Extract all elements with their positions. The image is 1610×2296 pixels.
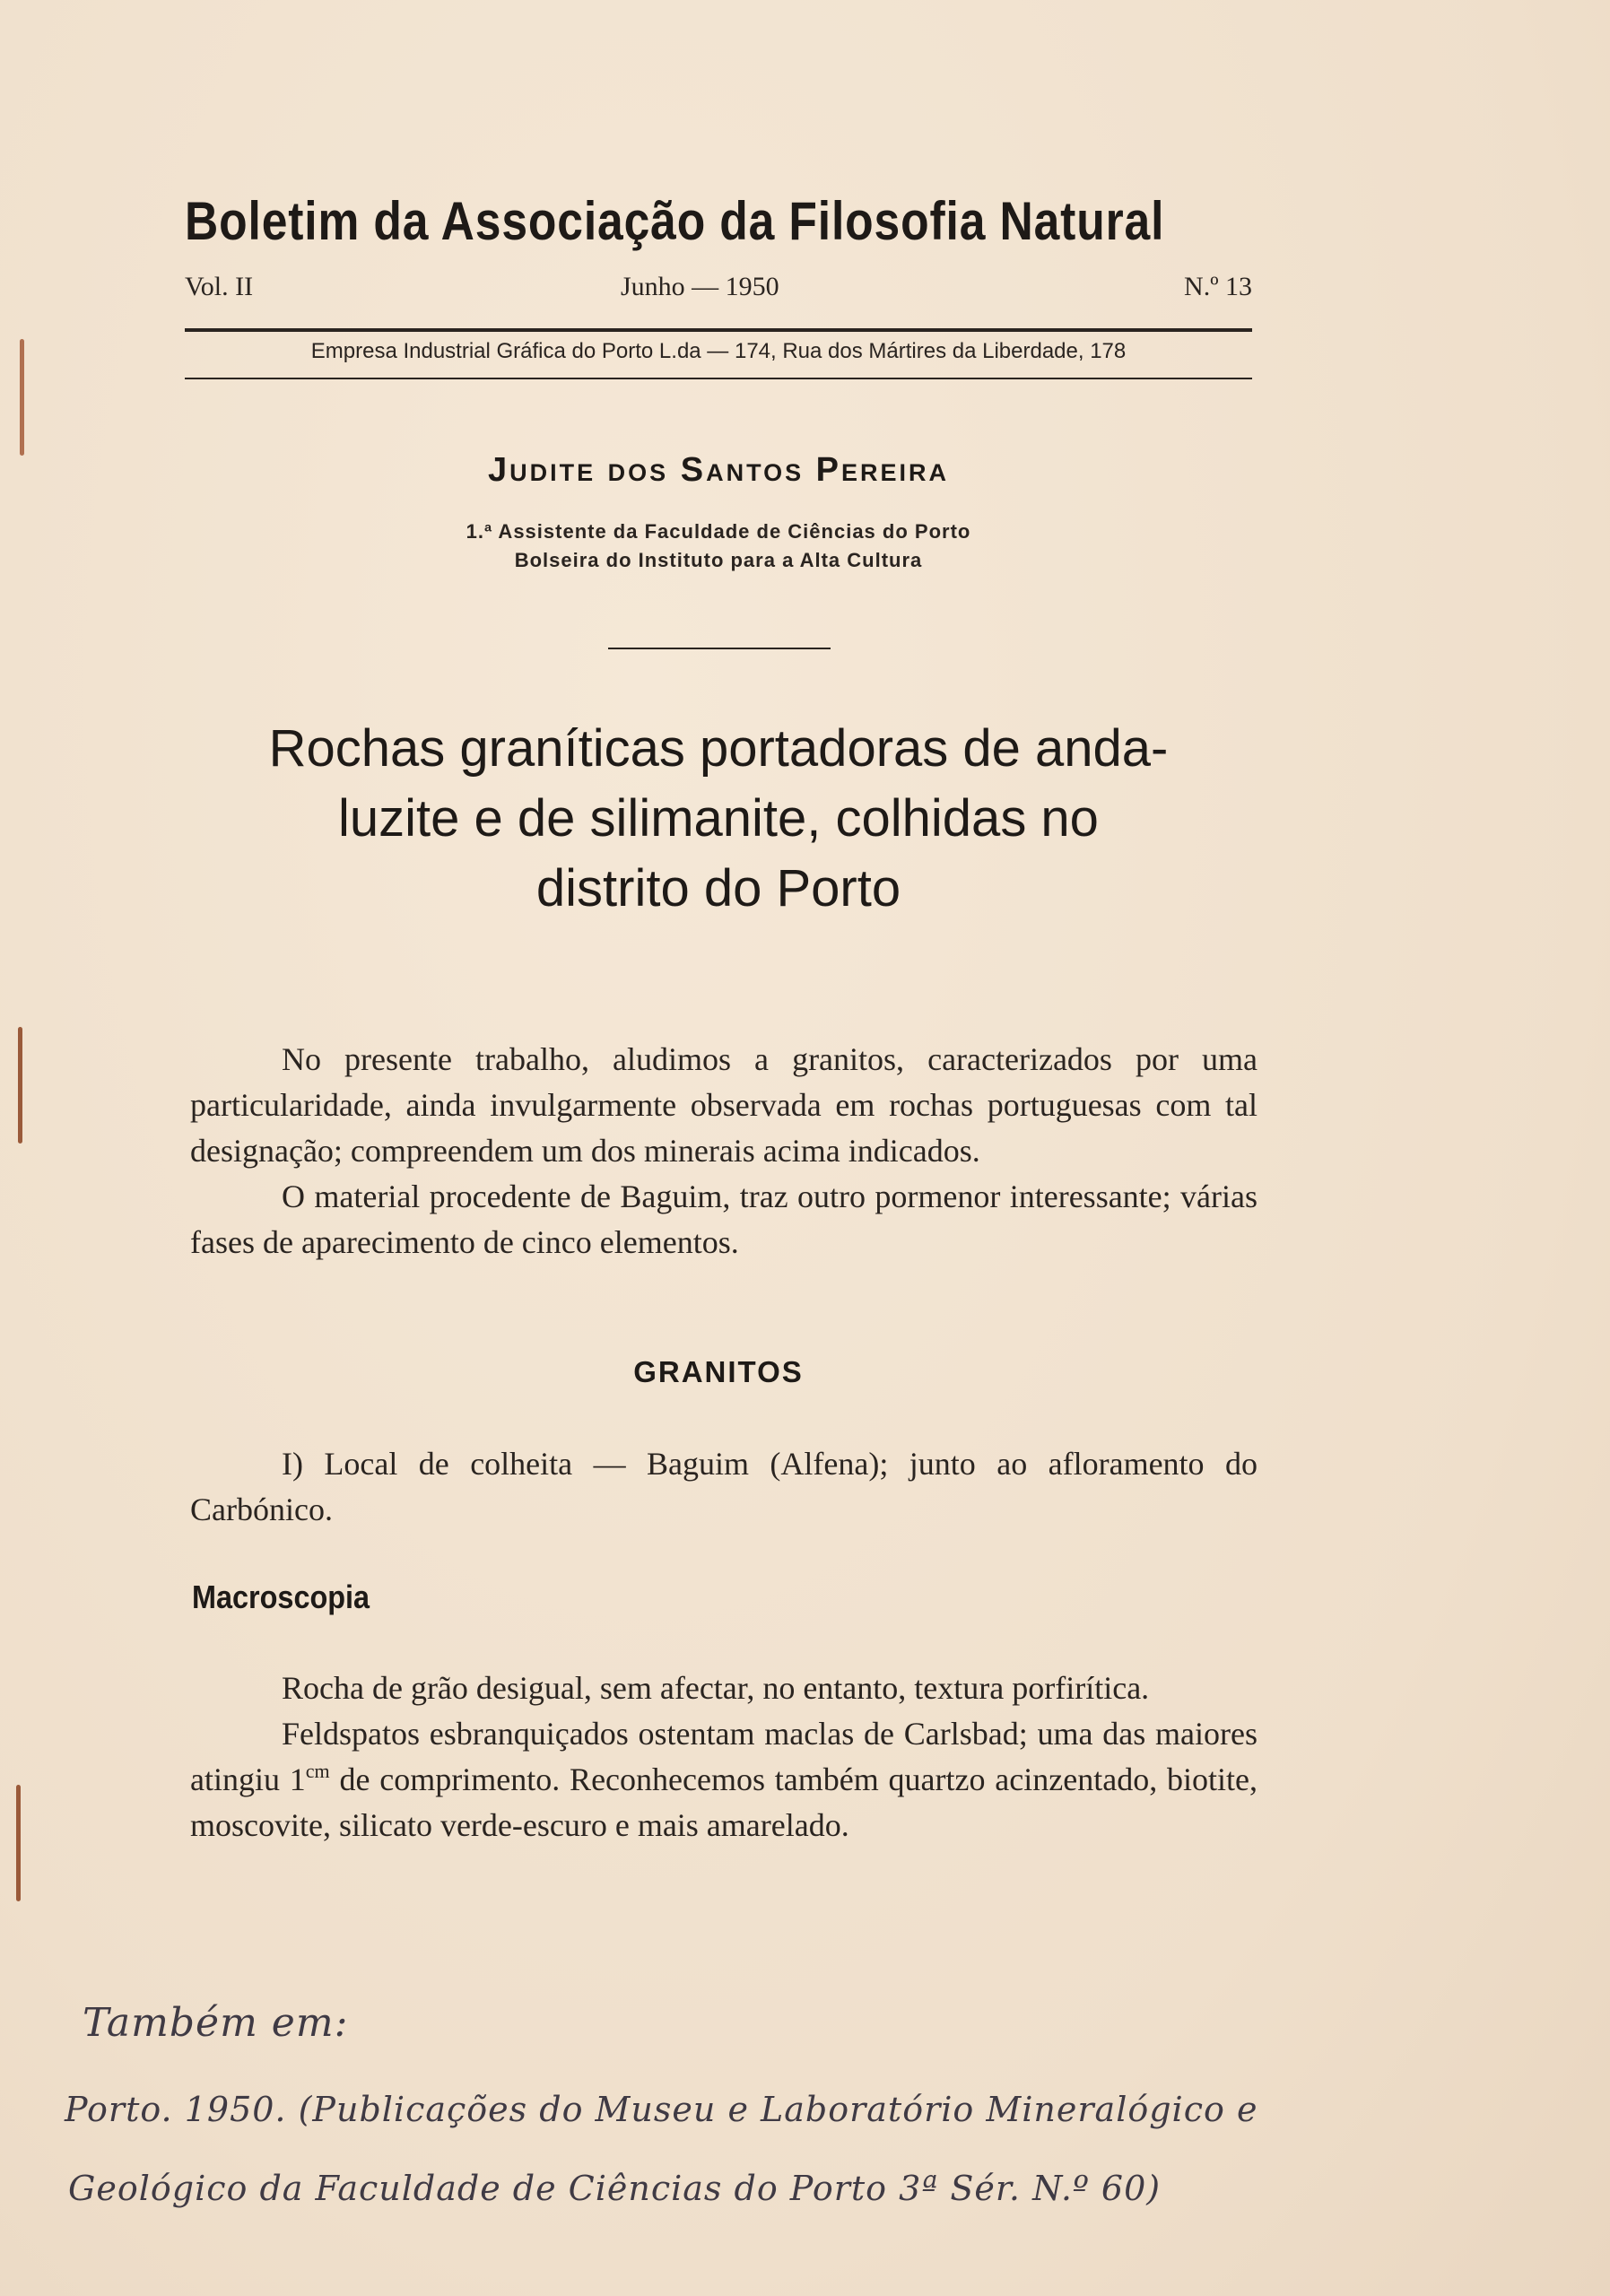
locality-text: [190, 1441, 1258, 1533]
article-title: [161, 714, 1275, 924]
divider: [185, 378, 1252, 379]
staple: [16, 1785, 21, 1901]
handwritten-note: Porto. 1950. (Publicações do Museu e Laboratório Mineralógico e: [65, 2090, 1258, 2129]
handwritten-note: Também em:: [83, 2000, 349, 2046]
macroscopy-text: [190, 1665, 1258, 1848]
issue-info-row: [185, 272, 1252, 308]
paragraph: I) Local de colheita — Baguim (Alfena); junto ao afloramento do Carbónico.: [190, 1446, 1258, 1527]
issue-date: Junho — 1950: [621, 272, 779, 301]
unit-superscript: cm: [305, 1760, 330, 1782]
text-run: de comprimento. Reconhecemos também quartzo acinzentado, biotite, moscovite, silicato verde-escuro e mais amarelado.: [190, 1761, 1258, 1843]
section-heading: GRANITOS: [633, 1355, 804, 1388]
title-line: distrito do Porto: [535, 859, 901, 918]
intro-text: [190, 1037, 1258, 1265]
issue-number: N.º 13: [1184, 272, 1252, 301]
volume-label: Vol. II: [185, 272, 254, 301]
author-affiliation: 1.ª Assistente da Faculdade de Ciências do Porto: [466, 520, 971, 543]
staple: [18, 1027, 22, 1144]
author-affiliation: Bolseira do Instituto para a Alta Cultura: [514, 549, 923, 571]
title-line: luzite e de silimanite, colhidas no: [338, 789, 1099, 848]
divider: [185, 328, 1252, 332]
author-name: Judite dos Santos Pereira: [487, 451, 950, 489]
divider: [608, 648, 831, 649]
subheading: Macroscopia: [192, 1578, 370, 1615]
paragraph: [190, 1711, 1258, 1848]
paragraph: O material procedente de Baguim, traz outro pormenor interessante; várias fases de aparecimento de cinco elementos.: [190, 1178, 1258, 1260]
handwritten-note: Geológico da Faculdade de Ciências do Porto 3ª Sér. N.º 60): [68, 2169, 1162, 2208]
title-line: Rochas graníticas portadoras de anda-: [268, 719, 1169, 778]
printer-line: Empresa Industrial Gráfica do Porto L.da — 174, Rua dos Mártires da Liberdade, 178: [310, 339, 1127, 363]
staple: [20, 339, 24, 456]
text-run: Feldspatos esbranquiçados ostentam maclas de Carlsbad; uma das maiores atingiu 1: [190, 1716, 1258, 1797]
paragraph: Rocha de grão desigual, sem afectar, no entanto, textura porfirítica.: [282, 1670, 1150, 1706]
paragraph: No presente trabalho, aludimos a granitos, caracterizados por uma particularidade, ainda invulgarmente observada em rochas portuguesas com tal designação; compreendem um dos minerais acima indicados.: [190, 1041, 1258, 1169]
journal-title: Boletim da Associação da Filosofia Natural: [185, 191, 1165, 251]
